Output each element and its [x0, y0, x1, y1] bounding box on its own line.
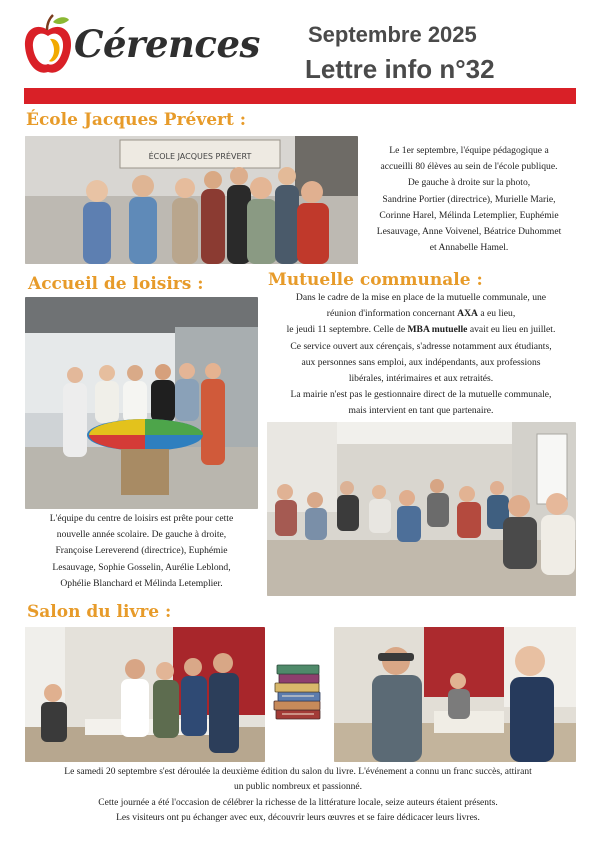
- mutuelle-mba: MBA mutuelle: [407, 324, 468, 336]
- mutuelle-line: La mairie n'est pas le gestionnaire direct de la mutuelle communale,: [290, 389, 552, 401]
- ecole-section-title: École Jacques Prévert :: [26, 110, 247, 130]
- ecole-line: et Annabelle Hamel.: [429, 242, 509, 254]
- loisirs-line: L'équipe du centre de loisirs est prête pour cette: [49, 513, 234, 524]
- mutuelle-line: [262, 322, 580, 338]
- apple-logo: [22, 12, 74, 78]
- salon-line: Le samedi 20 septembre s'est déroulée la deuxième édition du salon du livre. L'événement a connu un franc succès, attirant: [64, 767, 532, 777]
- mutuelle-line: Ce service ouvert aux cérençais, s'adresse notamment aux étudiants,: [290, 340, 552, 352]
- loisirs-text: [25, 511, 258, 592]
- salon-line: Cette journée a été l'occasion de célébrer la richesse de la littérature locale, seize auteurs étaient présents.: [98, 797, 498, 808]
- books-stack-icon: [270, 662, 326, 722]
- ecole-text: [362, 143, 576, 256]
- header-red-band: [24, 88, 576, 104]
- loisirs-line: Françoise Lereverend (directrice), Euphémie: [55, 545, 228, 557]
- mutuelle-text: [262, 290, 580, 420]
- salon-line: Les visiteurs ont pu échanger avec eux, découvrir leurs œuvres et se faire dédicacer leurs livres.: [116, 813, 480, 824]
- mutuelle-section-title: Mutuelle communale :: [268, 270, 483, 290]
- salon-visitors-photo: [25, 627, 265, 762]
- mutuelle-axa: AXA: [457, 308, 478, 320]
- mutuelle-text-part: le jeudi 11 septembre. Celle de: [286, 324, 408, 336]
- salon-line: un public nombreux et passionné.: [234, 782, 362, 793]
- loisirs-line: Ophélie Blanchard et Mélinda Letemplier.: [60, 577, 223, 589]
- mutuelle-line: aux personnes sans emploi, aux indépendants, aux professions: [301, 356, 541, 368]
- apple-logo-icon: [22, 12, 74, 78]
- salon-text: [14, 765, 582, 827]
- loisirs-line: nouvelle année scolaire. De gauche à droite,: [56, 529, 227, 541]
- mutuelle-line: Dans le cadre de la mise en place de la mutuelle communale, une: [295, 292, 547, 303]
- mutuelle-text-part: réunion d'information concernant: [326, 308, 458, 320]
- salon-section-title: Salon du livre :: [27, 602, 172, 622]
- ecole-line: accueilli 80 élèves au sein de l'école publique.: [380, 161, 558, 173]
- ecole-line: De gauche à droite sur la photo,: [407, 177, 531, 189]
- ecole-line: Corinne Harel, Mélinda Letemplier, Euphémie: [379, 209, 559, 221]
- ecole-line: Lesauvage, Anne Voivenel, Béatrice Duhommet: [376, 226, 562, 238]
- mutuelle-text-part: a eu lieu,: [477, 308, 516, 320]
- logo-text: Cérences: [74, 22, 260, 66]
- ecole-line: Le 1er septembre, l'équipe pédagogique a: [389, 145, 549, 156]
- mutuelle-text-part: avait eu lieu en juillet.: [467, 324, 556, 336]
- mutuelle-line: mais intervient en tant que partenaire.: [348, 405, 494, 417]
- ecole-team-photo: [25, 136, 358, 264]
- newsletter-issue: Lettre info n°32: [305, 54, 495, 84]
- loisirs-section-title: Accueil de loisirs :: [28, 274, 204, 294]
- ecole-line: Sandrine Portier (directrice), Murielle Marie,: [382, 193, 556, 205]
- ecole-photo-sign: ÉCOLE JACQUES PRÉVERT: [148, 152, 252, 161]
- mutuelle-line: [262, 306, 580, 322]
- loisirs-team-photo: [25, 297, 258, 509]
- mutuelle-line: libérales, intérimaires et aux retraités.: [348, 373, 494, 385]
- mutuelle-meeting-photo: [267, 422, 576, 596]
- salon-authors-photo: [334, 627, 576, 762]
- loisirs-line: Lesauvage, Sophie Gosselin, Aurélie Leblond,: [52, 561, 231, 573]
- newsletter-month: Septembre 2025: [308, 22, 477, 47]
